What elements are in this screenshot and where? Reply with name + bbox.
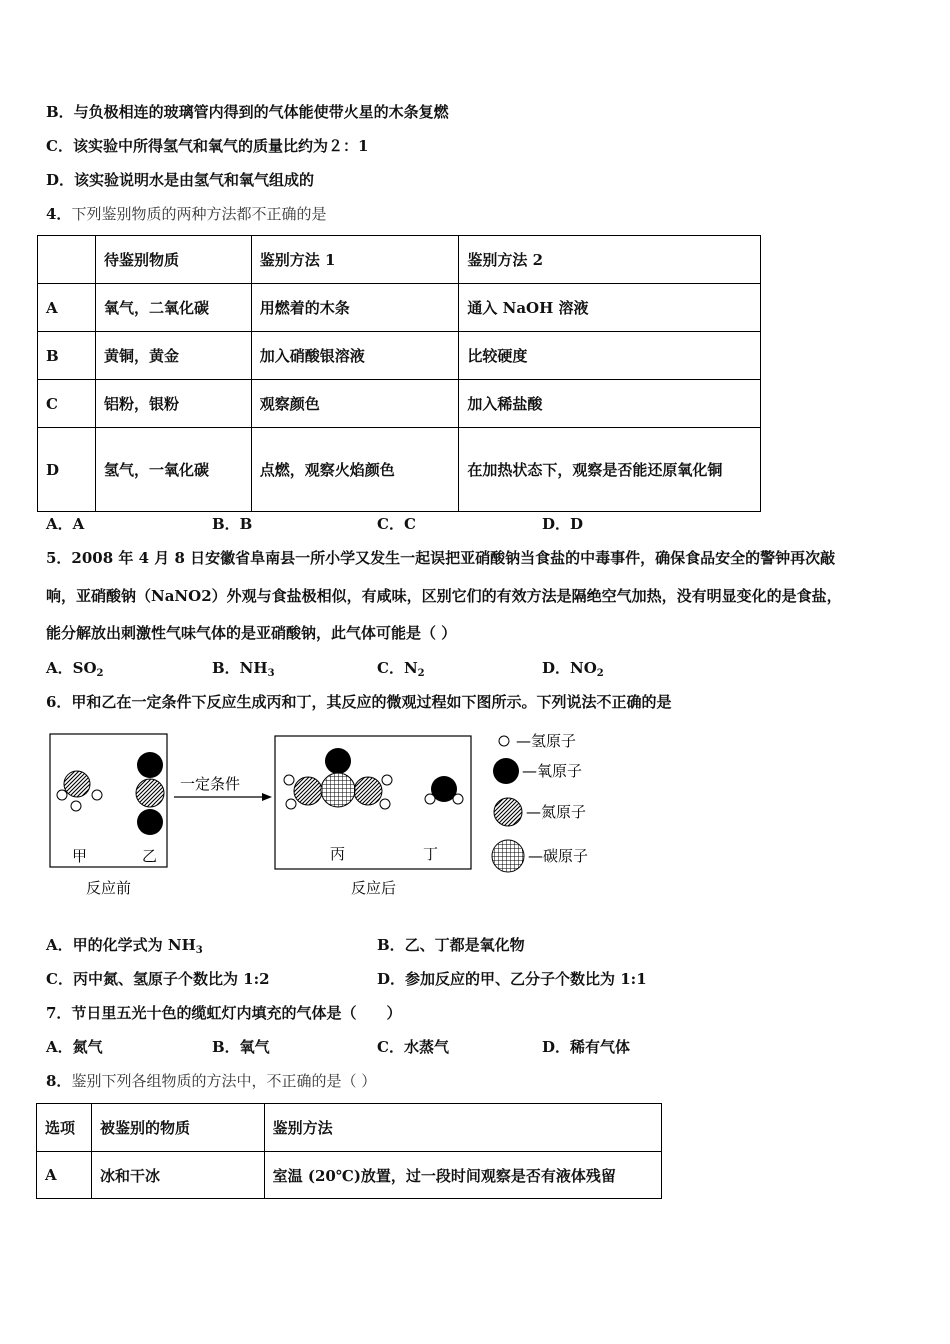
q4-cell: 观察颜色 — [251, 380, 459, 428]
q6-option-a-text: A．甲的化学式为 NH — [46, 936, 196, 954]
q6-option-c: C．丙中氮、氢原子个数比为 1:2 — [46, 970, 270, 988]
q4-cell: A — [38, 284, 96, 332]
q6-option-b: B．乙、丁都是氧化物 — [377, 936, 525, 954]
hydrogen-legend-icon — [499, 736, 509, 746]
q7-stem: 7．节日里五光十色的缆虹灯内填充的气体是（ ） — [46, 1004, 402, 1022]
legend-carbon: —碳原子 — [528, 847, 589, 865]
q7-option-a: A．氮气 — [46, 1038, 103, 1056]
q5-option-a-text: A．SO — [46, 659, 97, 677]
q8-stem-text: 鉴别下列各组物质的方法中，不正确的是（ ） — [71, 1072, 377, 1090]
label-yi: 乙 — [142, 847, 158, 865]
q4-header-cell: 鉴别方法 1 — [251, 236, 459, 284]
q8-header-cell: 选项 — [37, 1104, 92, 1152]
carbon-legend-icon — [492, 840, 524, 872]
q4-cell: 用燃着的木条 — [251, 284, 459, 332]
arrow-head — [262, 793, 272, 801]
q7-option-b: B．氧气 — [212, 1038, 270, 1056]
q5-line-3: 能分解放出刺激性气味气体的是亚硝酸钠，此气体可能是（ ） — [46, 624, 457, 642]
q5-option-c-sub: 2 — [417, 668, 425, 679]
q5-line-1: 5．2008 年 4 月 8 日安徽省阜南县一所小学又发生一起误把亚硝酸钠当食盐的中毒事件，确保食品安全的警钟再次敲 — [46, 549, 836, 567]
q4-option-d: D．D — [542, 515, 584, 533]
q4-cell: 铝粉，银粉 — [95, 380, 251, 428]
q4-cell: B — [38, 332, 96, 380]
q4-row-b — [38, 332, 761, 380]
oxygen-legend-icon — [493, 758, 519, 784]
label-before: 反应前 — [86, 879, 132, 897]
q4-option-c: C．C — [377, 515, 416, 533]
q8-cell: 冰和干冰 — [91, 1152, 264, 1199]
oxygen-atom — [137, 752, 163, 778]
q4-cell: C — [38, 380, 96, 428]
q4-cell: 黄铜，黄金 — [95, 332, 251, 380]
q4-cell: 比较硬度 — [459, 332, 761, 380]
q5-option-a — [46, 658, 104, 684]
q4-cell: 氧气，二氧化碳 — [95, 284, 251, 332]
molecule-ding — [425, 776, 463, 804]
q5-option-b — [212, 658, 275, 684]
q8-stem — [46, 1071, 376, 1091]
q6-option-a-sub: 3 — [195, 945, 203, 956]
q3-option-c: C．该实验中所得氢气和氧气的质量比约为２：1 — [46, 137, 369, 155]
q4-stem — [46, 204, 326, 224]
q8-header-cell: 鉴别方法 — [264, 1104, 661, 1152]
q4-cell: 在加热状态下，观察是否能还原氧化铜 — [459, 428, 761, 512]
q8-row-a — [37, 1152, 662, 1199]
q4-cell: 加入硝酸银溶液 — [251, 332, 459, 380]
q5-option-a-sub: 2 — [96, 668, 104, 679]
q4-option-a: A．A — [46, 515, 85, 533]
q8-cell: A — [37, 1152, 92, 1199]
q5-option-d — [542, 658, 604, 684]
q5-option-c-text: C．N — [377, 659, 418, 677]
q6-option-d: D．参加反应的甲、乙分子个数比为 1:1 — [377, 970, 647, 988]
q4-cell: D — [38, 428, 96, 512]
q6-stem: 6．甲和乙在一定条件下反应生成丙和丁，其反应的微观过程如下图所示。下列说法不正确的是 — [46, 693, 672, 711]
q8-header-row — [37, 1104, 662, 1152]
q5-option-d-text: D．NO — [542, 659, 597, 677]
q4-cell: 加入稀盐酸 — [459, 380, 761, 428]
label-bing: 丙 — [330, 845, 346, 863]
q7-option-c: C．水蒸气 — [377, 1038, 449, 1056]
label-after: 反应后 — [351, 879, 397, 897]
oxygen-atom — [137, 809, 163, 835]
q3-option-b: B．与负极相连的玻璃管内得到的气体能使带火星的木条复燃 — [46, 103, 449, 121]
q4-cell: 通入 NaOH 溶液 — [459, 284, 761, 332]
legend-nitrogen: —氮原子 — [526, 803, 587, 821]
label-jia: 甲 — [72, 847, 88, 865]
q8-cell: 室温 (20℃)放置，过一段时间观察是否有液体残留 — [264, 1152, 661, 1199]
arrow-label: 一定条件 — [180, 775, 241, 793]
q3-option-d: D．该实验说明水是由氢气和氧气组成的 — [46, 171, 315, 189]
q4-number: 4． — [46, 205, 72, 223]
q4-header-row — [38, 236, 761, 284]
molecule-jia — [57, 771, 102, 811]
molecule-bing — [284, 748, 392, 809]
q7-option-d: D．稀有气体 — [542, 1038, 631, 1056]
q4-header-cell — [38, 236, 96, 284]
legend — [492, 732, 588, 872]
q5-line-2: 响，亚硝酸钠（NaNO2）外观与食盐极相似，有咸味，区别它们的有效方法是隔绝空气加热，没有明显变化的是食盐， — [46, 587, 842, 605]
nitrogen-legend-icon — [494, 798, 522, 826]
nitrogen-atom — [136, 779, 164, 807]
q4-stem-text: 下列鉴别物质的两种方法都不正确的是 — [71, 205, 327, 223]
q4-header-cell: 鉴别方法 2 — [459, 236, 761, 284]
q4-cell: 氢气，一氧化碳 — [95, 428, 251, 512]
q8-number: 8． — [46, 1072, 72, 1090]
q5-option-b-sub: 3 — [267, 668, 275, 679]
molecule-yi — [136, 752, 164, 835]
reaction-diagram — [46, 728, 626, 903]
q8-table — [36, 1103, 662, 1199]
q5-option-d-sub: 2 — [596, 668, 604, 679]
q8-header-cell: 被鉴别的物质 — [91, 1104, 264, 1152]
q4-cell: 点燃，观察火焰颜色 — [251, 428, 459, 512]
q5-option-c — [377, 658, 425, 684]
q4-row-a — [38, 284, 761, 332]
q4-header-cell: 待鉴别物质 — [95, 236, 251, 284]
label-ding: 丁 — [423, 845, 439, 863]
legend-hydrogen: —氢原子 — [516, 732, 577, 750]
q4-option-b: B．B — [212, 515, 253, 533]
q4-row-c — [38, 380, 761, 428]
q6-option-a — [46, 935, 203, 961]
q4-table — [37, 235, 761, 512]
q5-option-b-text: B．NH — [212, 659, 268, 677]
q4-row-d — [38, 428, 761, 512]
legend-oxygen: —氧原子 — [522, 762, 583, 780]
